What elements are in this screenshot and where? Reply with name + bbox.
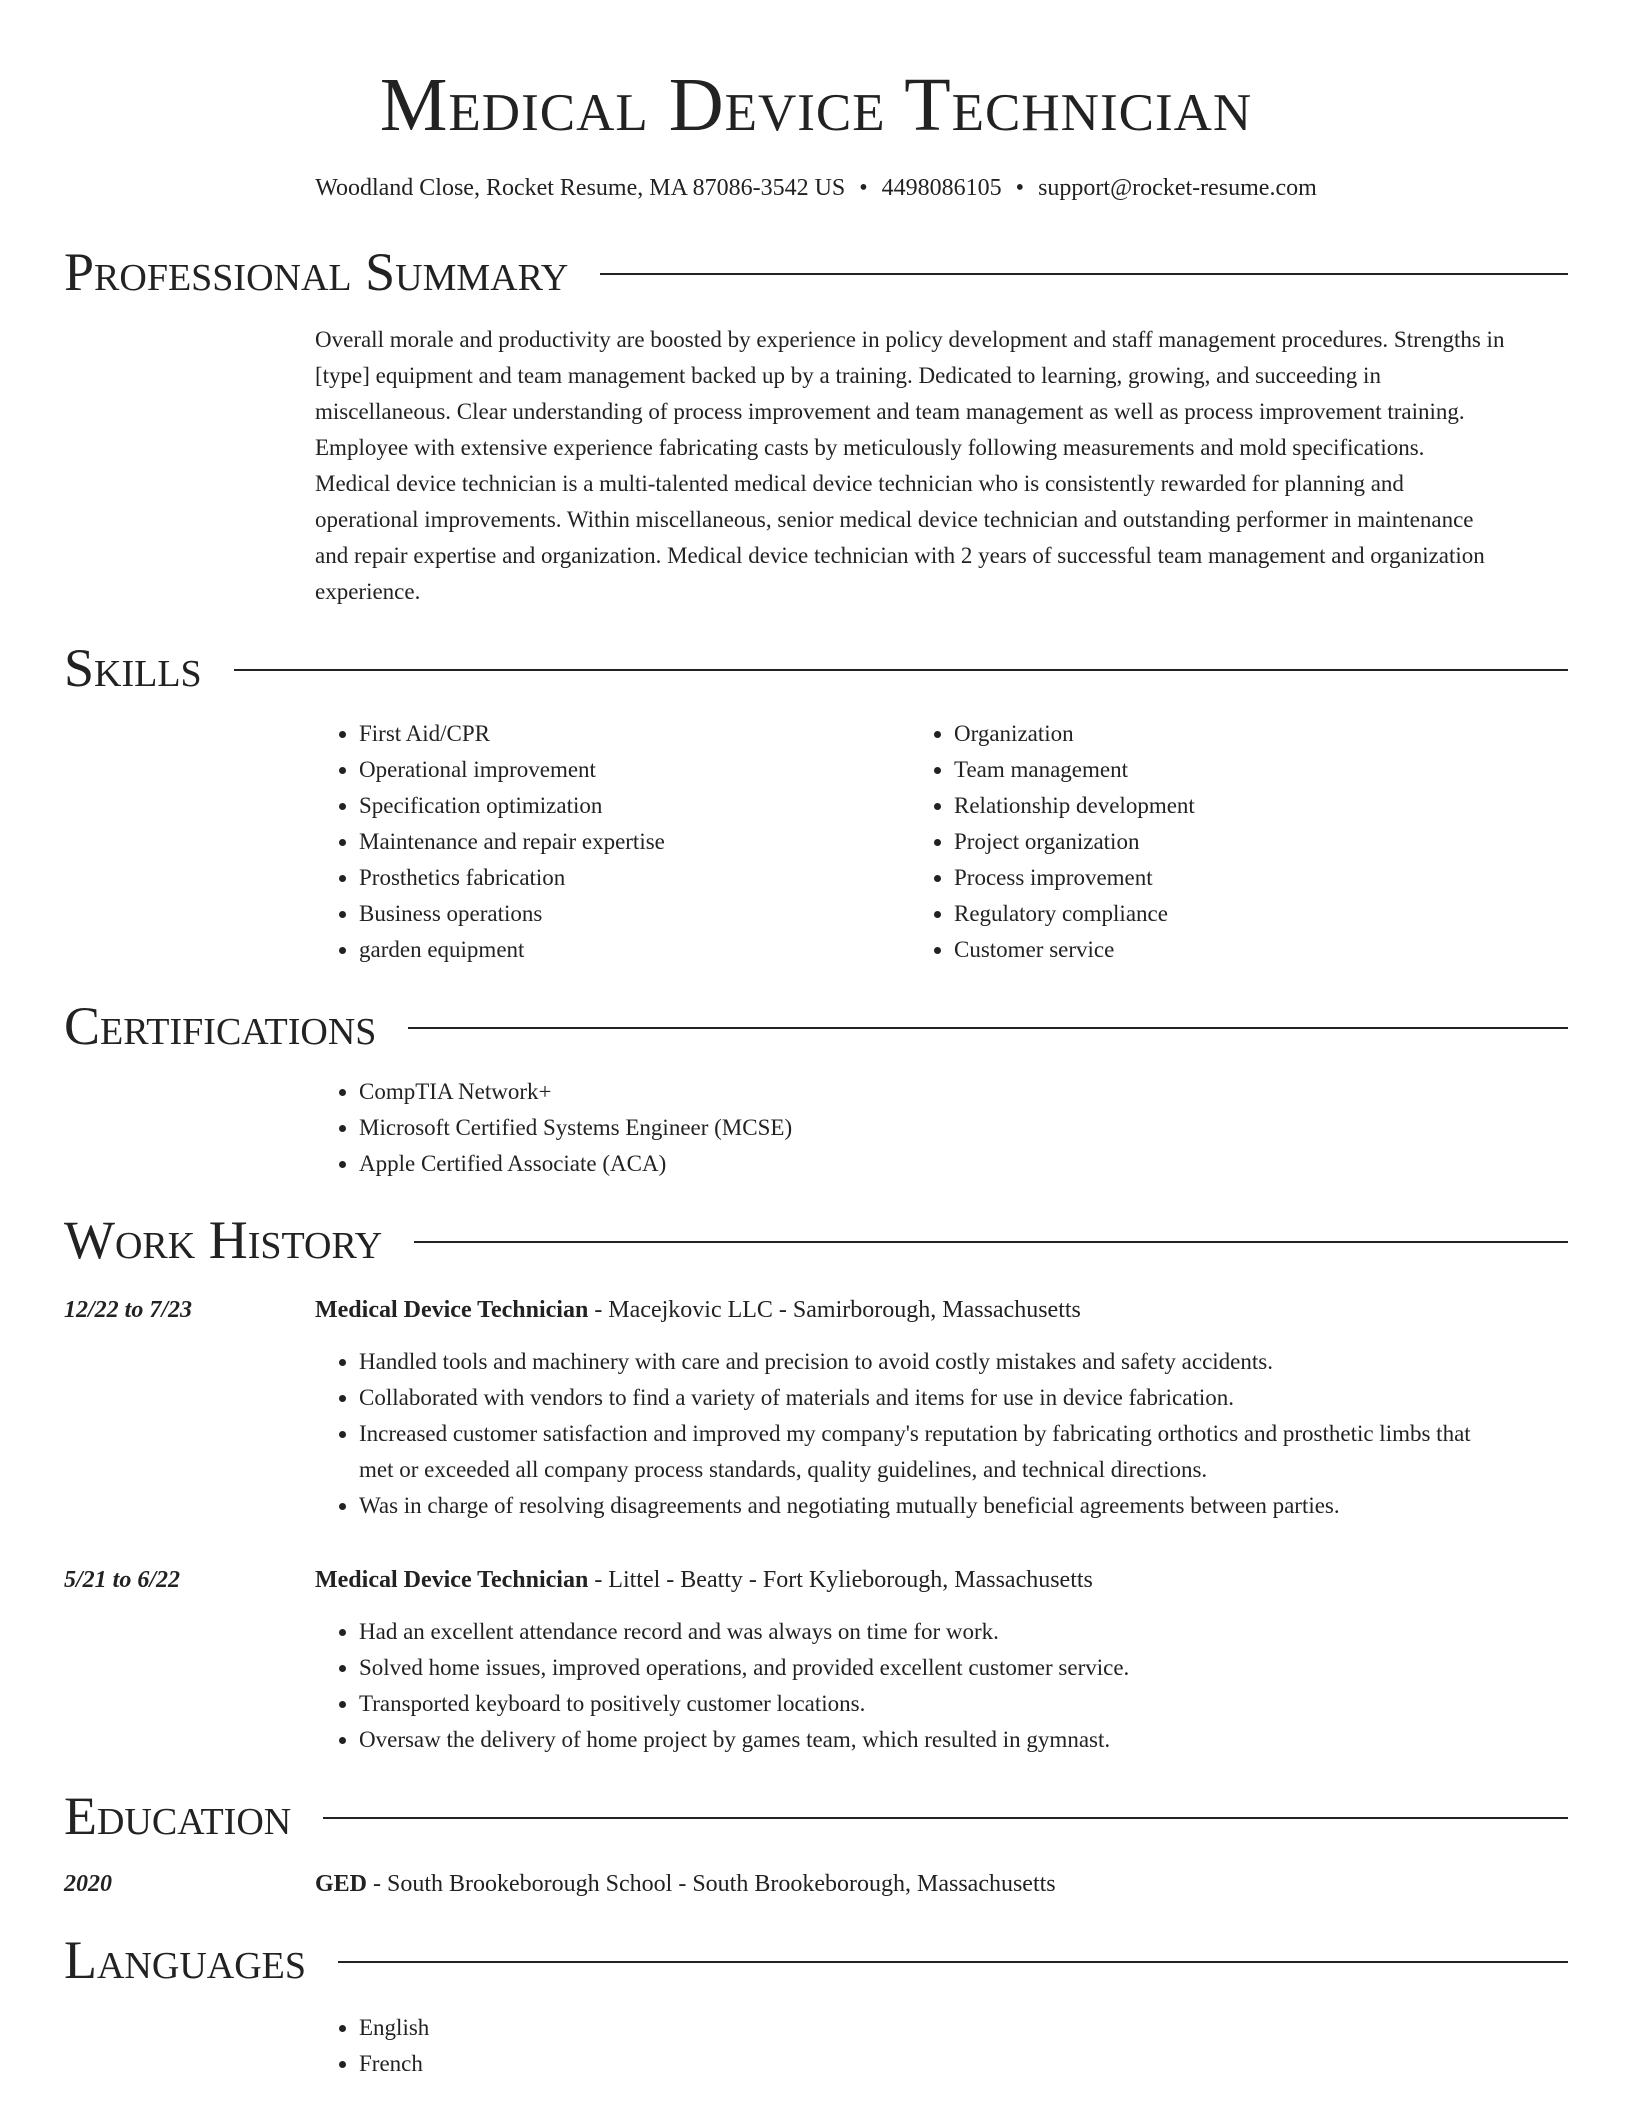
skill-item: • Team management [954,752,1505,788]
skill-item: • Specification optimization [359,788,910,824]
job-bullet: • Handled tools and machinery with care and precision to avoid costly mistakes and safety accidents. [359,1344,1505,1380]
languages-section-header [64,1930,1568,1990]
job-body [315,1292,1505,1524]
skill-item: • Relationship development [954,788,1505,824]
job-bullet: • Collaborated with vendors to find a variety of materials and items for use in device fabrication. [359,1380,1505,1416]
section-divider [408,1027,1568,1029]
job-dates: 12/22 to 7/23 [64,1297,193,1323]
education-heading [315,1866,1505,1902]
skill-item: • Business operations [359,896,910,932]
certification-item: • Microsoft Certified Systems Engineer (MCSE) [359,1110,1505,1146]
section-divider [600,273,1568,275]
skill-item: • First Aid/CPR [359,716,910,752]
education-year: 2020 [64,1871,112,1897]
certifications-list [315,1074,1505,1182]
summary-section-title: Professional Summary [64,242,569,302]
job-bullet: • Solved home issues, improved operations, and provided excellent customer service. [359,1650,1505,1686]
skill-item: • Operational improvement [359,752,910,788]
skill-item: • Maintenance and repair expertise [359,824,910,860]
skill-item: • garden equipment [359,932,910,968]
job-bullet: • Transported keyboard to positively customer locations. [359,1686,1505,1722]
job-dates: 5/21 to 6/22 [64,1567,181,1593]
job-heading [315,1562,1505,1598]
job-bullet: • Was in charge of resolving disagreements and negotiating mutually beneficial agreements between parties. [359,1488,1505,1524]
education-section-header [64,1786,1568,1846]
certification-item: • Apple Certified Associate (ACA) [359,1146,1505,1182]
skill-item: • Regulatory compliance [954,896,1505,932]
job-bullets [315,1344,1505,1524]
skills-column-left [315,716,910,968]
job-body [315,1562,1505,1758]
skill-item: • Process improvement [954,860,1505,896]
candidate-name: Medical Device Technician [379,63,1253,147]
language-item: • English [359,2010,1505,2046]
languages-list [315,2010,1505,2082]
contact-address: Woodland Close, Rocket Resume, MA 87086-3542 US [315,175,846,201]
certifications-section-title: Certifications [64,996,377,1056]
work-section-title: Work History [64,1210,383,1270]
education-entry [64,1866,1568,1902]
education-degree: GED [315,1871,368,1897]
education-body [315,1866,1505,1902]
job-role: Medical Device Technician [315,1297,589,1323]
skills-column-right [910,716,1505,968]
job-bullets [315,1614,1505,1758]
skill-item: • Project organization [954,824,1505,860]
skills-section-title: Skills [64,638,202,698]
education-details: - South Brookeborough School - South Brookeborough, Massachusetts [367,1871,1056,1897]
skill-item: • Prosthetics fabrication [359,860,910,896]
contact-phone: 4498086105 [881,175,1002,201]
job-bullet: • Oversaw the delivery of home project by games team, which resulted in gymnast. [359,1722,1505,1758]
certifications-block [315,1074,1505,1182]
languages-section-title: Languages [64,1930,306,1990]
skills-list-left [315,716,910,968]
section-divider [338,1961,1568,1963]
job-entry [64,1292,1568,1524]
section-divider [323,1817,1568,1819]
summary-section-header [64,242,1568,302]
skill-item: • Customer service [954,932,1505,968]
certification-item: • CompTIA Network+ [359,1074,1505,1110]
contact-separator: • [859,175,868,201]
resume-page [64,0,1568,2082]
job-role: Medical Device Technician [315,1567,589,1593]
job-heading [315,1292,1505,1328]
job-details: - Littel - Beatty - Fort Kylieborough, Massachusetts [588,1567,1093,1593]
job-bullet: • Increased customer satisfaction and improved my company's reputation by fabricating orthotics and prosthetic limbs that met or exceeded all company process standards, quality guidelines, and technical directions. [359,1416,1505,1488]
skills-grid [315,716,1505,968]
job-bullet: • Had an excellent attendance record and was always on time for work. [359,1614,1505,1650]
contact-line [64,172,1568,204]
certifications-section-header [64,996,1568,1056]
skills-list-right [910,716,1505,968]
job-details: - Macejkovic LLC - Samirborough, Massachusetts [588,1297,1081,1323]
contact-separator: • [1015,175,1025,201]
summary-text: Overall morale and productivity are boosted by experience in policy development and staff management procedures. Strengths in [type] equipment and team management backed up by a training. Dedicated to learning, growing, and succeeding in miscellaneous. Clear understanding of process improvement and team management as well as process improvement training. Employee with extensive experience fabricating casts by meticulously following measurements and mold specifications. Medical device technician is a multi-talented medical device technician who is consistently rewarded for planning and operational improvements. Within miscellaneous, senior medical device technician and outstanding performer in maintenance and repair expertise and organization. Medical device technician with 2 years of successful team management and organization experience. [315,327,1505,604]
work-section-header [64,1210,1568,1270]
job-entry [64,1562,1568,1758]
skills-section-header [64,638,1568,698]
language-item: • French [359,2046,1505,2082]
languages-block [315,2010,1505,2082]
education-section-title: Education [64,1786,292,1846]
section-divider [234,669,1568,671]
skill-item: • Organization [954,716,1505,752]
contact-email: support@rocket-resume.com [1038,175,1317,201]
section-divider [414,1241,1568,1243]
